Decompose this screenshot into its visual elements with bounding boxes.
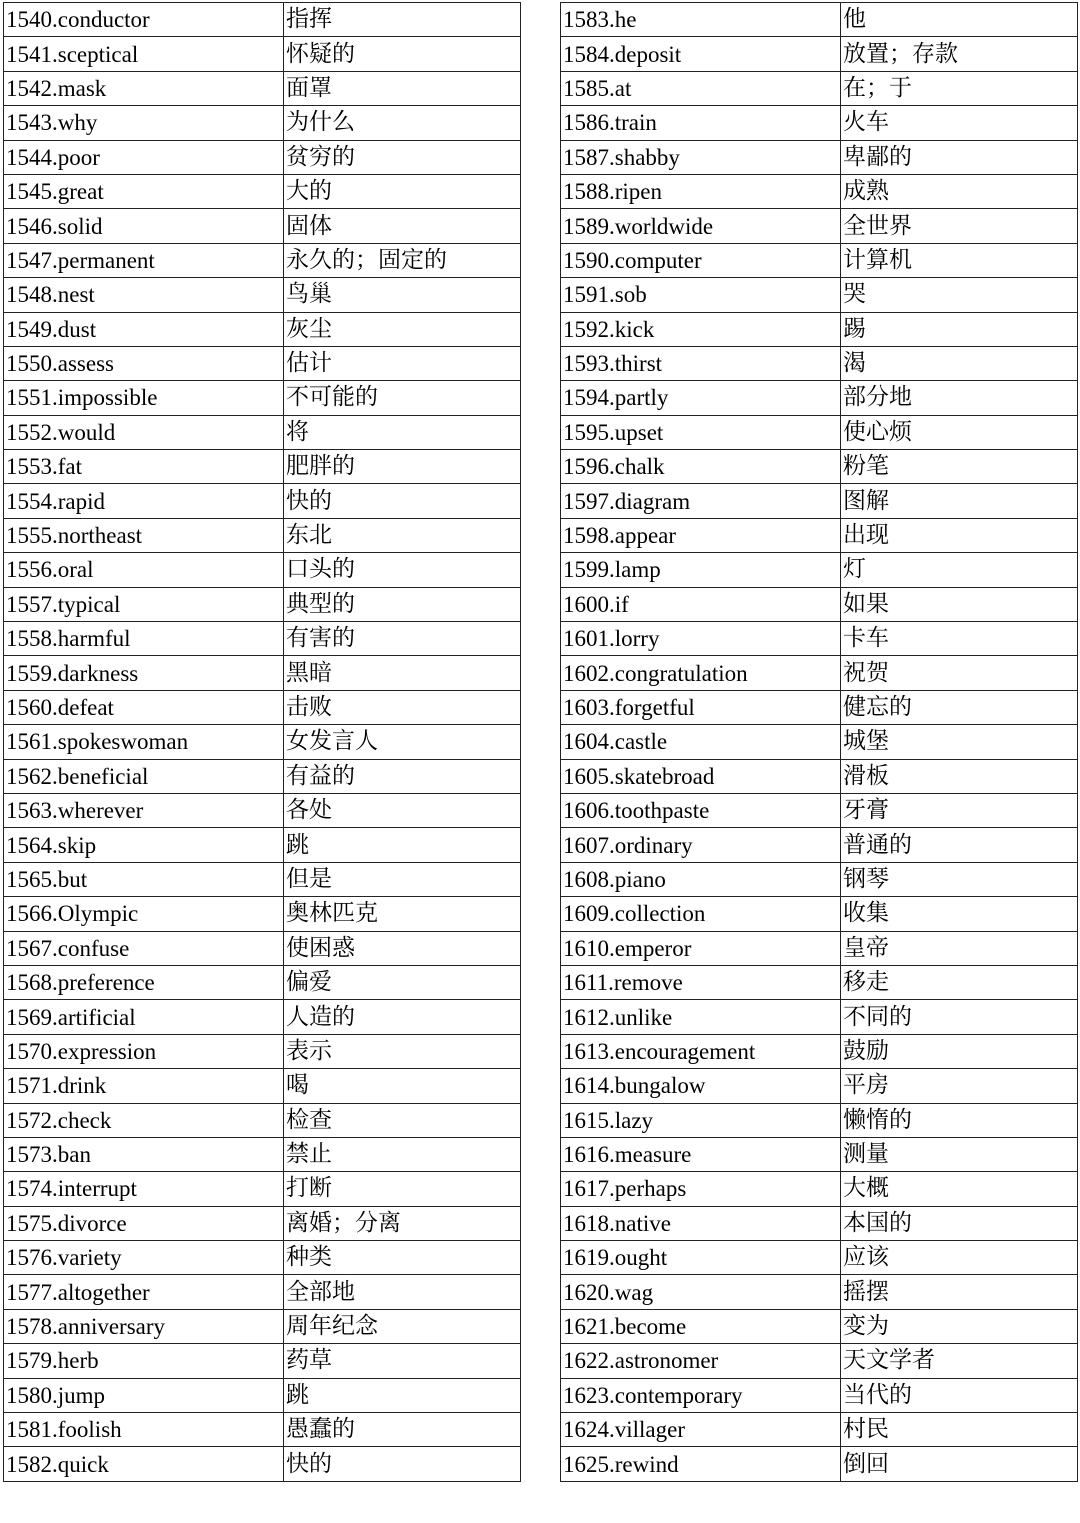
table-row [561,587,1078,621]
word-cell: 1566.Olympic [4,897,284,931]
table-row [561,656,1078,690]
word-cell: 1615.lazy [561,1103,841,1137]
meaning-cell: 火车 [841,106,1078,140]
table-row [4,278,521,312]
meaning-cell: 滑板 [841,759,1078,793]
table-row [4,931,521,965]
table-row [561,725,1078,759]
meaning-cell: 贫穷的 [284,140,521,174]
table-row [4,1447,521,1481]
word-cell: 1609.collection [561,897,841,931]
table-row [4,1241,521,1275]
meaning-cell: 奥林匹克 [284,897,521,931]
meaning-cell: 有害的 [284,622,521,656]
table-row [561,897,1078,931]
meaning-cell: 卑鄙的 [841,140,1078,174]
meaning-cell: 打断 [284,1172,521,1206]
meaning-cell: 将 [284,415,521,449]
word-cell: 1607.ordinary [561,828,841,862]
word-cell: 1541.sceptical [4,37,284,71]
table-row [561,450,1078,484]
meaning-cell: 但是 [284,862,521,896]
meaning-cell: 放置；存款 [841,37,1078,71]
meaning-cell: 快的 [284,1447,521,1481]
table-row [561,140,1078,174]
table-row [561,759,1078,793]
word-cell: 1575.divorce [4,1206,284,1240]
word-cell: 1571.drink [4,1069,284,1103]
word-cell: 1544.poor [4,140,284,174]
word-cell: 1567.confuse [4,931,284,965]
table-row [561,622,1078,656]
table-row [561,965,1078,999]
meaning-cell: 口头的 [284,553,521,587]
vocab-table-right [560,2,1078,1482]
table-row [4,140,521,174]
table-row [4,1034,521,1068]
meaning-cell: 怀疑的 [284,37,521,71]
meaning-cell: 村民 [841,1413,1078,1447]
meaning-cell: 皇帝 [841,931,1078,965]
word-cell: 1550.assess [4,346,284,380]
word-cell: 1565.but [4,862,284,896]
table-row [4,3,521,37]
meaning-cell: 牙膏 [841,793,1078,827]
word-cell: 1556.oral [4,553,284,587]
table-row [4,553,521,587]
word-cell: 1625.rewind [561,1447,841,1481]
word-cell: 1552.would [4,415,284,449]
word-cell: 1583.he [561,3,841,37]
meaning-cell: 全世界 [841,209,1078,243]
table-row [4,725,521,759]
table-row [561,1275,1078,1309]
meaning-cell: 指挥 [284,3,521,37]
table-row [4,965,521,999]
word-cell: 1592.kick [561,312,841,346]
word-cell: 1599.lamp [561,553,841,587]
word-cell: 1540.conductor [4,3,284,37]
table-row [4,37,521,71]
meaning-cell: 面罩 [284,71,521,105]
word-cell: 1601.lorry [561,622,841,656]
word-cell: 1598.appear [561,518,841,552]
table-row [4,1378,521,1412]
table-row [561,518,1078,552]
meaning-cell: 永久的；固定的 [284,243,521,277]
meaning-cell: 成熟 [841,174,1078,208]
vocab-table-right-body [561,3,1078,1482]
meaning-cell: 全部地 [284,1275,521,1309]
word-cell: 1614.bungalow [561,1069,841,1103]
meaning-cell: 祝贺 [841,656,1078,690]
word-cell: 1622.astronomer [561,1344,841,1378]
word-cell: 1562.beneficial [4,759,284,793]
table-row [561,1378,1078,1412]
word-cell: 1624.villager [561,1413,841,1447]
meaning-cell: 东北 [284,518,521,552]
meaning-cell: 击败 [284,690,521,724]
table-row [561,1034,1078,1068]
table-row [561,793,1078,827]
word-cell: 1574.interrupt [4,1172,284,1206]
meaning-cell: 部分地 [841,381,1078,415]
word-cell: 1589.worldwide [561,209,841,243]
word-cell: 1553.fat [4,450,284,484]
table-row [561,1413,1078,1447]
word-cell: 1582.quick [4,1447,284,1481]
meaning-cell: 天文学者 [841,1344,1078,1378]
word-cell: 1581.foolish [4,1413,284,1447]
meaning-cell: 离婚；分离 [284,1206,521,1240]
table-row [4,346,521,380]
word-cell: 1605.skatebroad [561,759,841,793]
meaning-cell: 灰尘 [284,312,521,346]
meaning-cell: 不同的 [841,1000,1078,1034]
table-row [4,450,521,484]
table-row [4,71,521,105]
meaning-cell: 大的 [284,174,521,208]
table-row [4,793,521,827]
vocab-table-left [3,2,521,1482]
word-cell: 1577.altogether [4,1275,284,1309]
table-row [4,1275,521,1309]
table-row [561,106,1078,140]
table-row [4,1413,521,1447]
word-cell: 1619.ought [561,1241,841,1275]
table-row [4,656,521,690]
word-cell: 1620.wag [561,1275,841,1309]
table-row [561,1103,1078,1137]
table-row [4,587,521,621]
meaning-cell: 收集 [841,897,1078,931]
word-cell: 1576.variety [4,1241,284,1275]
word-cell: 1586.train [561,106,841,140]
word-cell: 1593.thirst [561,346,841,380]
word-cell: 1551.impossible [4,381,284,415]
meaning-cell: 当代的 [841,1378,1078,1412]
meaning-cell: 鼓励 [841,1034,1078,1068]
meaning-cell: 如果 [841,587,1078,621]
word-cell: 1579.herb [4,1344,284,1378]
word-cell: 1557.typical [4,587,284,621]
table-row [4,828,521,862]
word-cell: 1595.upset [561,415,841,449]
meaning-cell: 种类 [284,1241,521,1275]
meaning-cell: 快的 [284,484,521,518]
meaning-cell: 平房 [841,1069,1078,1103]
meaning-cell: 固体 [284,209,521,243]
word-cell: 1591.sob [561,278,841,312]
table-row [561,1206,1078,1240]
word-cell: 1610.emperor [561,931,841,965]
meaning-cell: 使心烦 [841,415,1078,449]
meaning-cell: 渴 [841,346,1078,380]
table-row [4,690,521,724]
table-row [561,828,1078,862]
word-cell: 1578.anniversary [4,1309,284,1343]
meaning-cell: 各处 [284,793,521,827]
table-row [561,553,1078,587]
word-cell: 1559.darkness [4,656,284,690]
meaning-cell: 表示 [284,1034,521,1068]
word-cell: 1584.deposit [561,37,841,71]
table-row [4,1069,521,1103]
word-cell: 1616.measure [561,1137,841,1171]
meaning-cell: 灯 [841,553,1078,587]
word-cell: 1618.native [561,1206,841,1240]
word-cell: 1558.harmful [4,622,284,656]
word-cell: 1542.mask [4,71,284,105]
table-row [561,1069,1078,1103]
word-cell: 1546.solid [4,209,284,243]
table-row [4,1309,521,1343]
meaning-cell: 禁止 [284,1137,521,1171]
meaning-cell: 鸟巢 [284,278,521,312]
word-cell: 1572.check [4,1103,284,1137]
word-cell: 1587.shabby [561,140,841,174]
meaning-cell: 偏爱 [284,965,521,999]
meaning-cell: 估计 [284,346,521,380]
word-cell: 1568.preference [4,965,284,999]
meaning-cell: 肥胖的 [284,450,521,484]
meaning-cell: 愚蠢的 [284,1413,521,1447]
meaning-cell: 喝 [284,1069,521,1103]
table-row [561,862,1078,896]
word-cell: 1585.at [561,71,841,105]
meaning-cell: 踢 [841,312,1078,346]
word-cell: 1604.castle [561,725,841,759]
table-row [561,278,1078,312]
meaning-cell: 计算机 [841,243,1078,277]
table-row [4,209,521,243]
vocab-table-left-body [4,3,521,1482]
meaning-cell: 出现 [841,518,1078,552]
table-row [561,243,1078,277]
word-cell: 1569.artificial [4,1000,284,1034]
meaning-cell: 测量 [841,1137,1078,1171]
table-row [561,1000,1078,1034]
table-row [561,1241,1078,1275]
table-row [561,484,1078,518]
table-row [561,209,1078,243]
word-cell: 1608.piano [561,862,841,896]
table-row [561,1172,1078,1206]
table-row [4,1103,521,1137]
table-row [561,312,1078,346]
word-cell: 1612.unlike [561,1000,841,1034]
table-row [561,415,1078,449]
word-cell: 1570.expression [4,1034,284,1068]
table-row [4,1172,521,1206]
word-cell: 1561.spokeswoman [4,725,284,759]
table-row [4,759,521,793]
meaning-cell: 不可能的 [284,381,521,415]
word-cell: 1621.become [561,1309,841,1343]
word-cell: 1597.diagram [561,484,841,518]
word-cell: 1563.wherever [4,793,284,827]
meaning-cell: 黑暗 [284,656,521,690]
word-cell: 1548.nest [4,278,284,312]
word-cell: 1623.contemporary [561,1378,841,1412]
table-row [4,1000,521,1034]
table-row [561,381,1078,415]
meaning-cell: 检查 [284,1103,521,1137]
meaning-cell: 哭 [841,278,1078,312]
meaning-cell: 跳 [284,1378,521,1412]
meaning-cell: 变为 [841,1309,1078,1343]
meaning-cell: 本国的 [841,1206,1078,1240]
table-row [4,312,521,346]
meaning-cell: 人造的 [284,1000,521,1034]
meaning-cell: 粉笔 [841,450,1078,484]
vocabulary-sheet [3,2,1080,1523]
word-cell: 1594.partly [561,381,841,415]
table-row [4,518,521,552]
word-cell: 1606.toothpaste [561,793,841,827]
meaning-cell: 普通的 [841,828,1078,862]
table-row [561,71,1078,105]
table-row [4,484,521,518]
meaning-cell: 倒回 [841,1447,1078,1481]
word-cell: 1600.if [561,587,841,621]
meaning-cell: 卡车 [841,622,1078,656]
meaning-cell: 药草 [284,1344,521,1378]
table-row [4,862,521,896]
table-row [4,106,521,140]
meaning-cell: 图解 [841,484,1078,518]
word-cell: 1603.forgetful [561,690,841,724]
table-row [4,174,521,208]
meaning-cell: 大概 [841,1172,1078,1206]
meaning-cell: 钢琴 [841,862,1078,896]
table-row [561,931,1078,965]
word-cell: 1547.permanent [4,243,284,277]
word-cell: 1560.defeat [4,690,284,724]
meaning-cell: 懒惰的 [841,1103,1078,1137]
meaning-cell: 城堡 [841,725,1078,759]
table-row [4,381,521,415]
table-row [4,1137,521,1171]
meaning-cell: 使困惑 [284,931,521,965]
table-row [561,690,1078,724]
word-cell: 1596.chalk [561,450,841,484]
meaning-cell: 应该 [841,1241,1078,1275]
meaning-cell: 有益的 [284,759,521,793]
word-cell: 1590.computer [561,243,841,277]
meaning-cell: 典型的 [284,587,521,621]
meaning-cell: 摇摆 [841,1275,1078,1309]
table-row [561,346,1078,380]
meaning-cell: 移走 [841,965,1078,999]
word-cell: 1555.northeast [4,518,284,552]
meaning-cell: 他 [841,3,1078,37]
table-row [4,622,521,656]
word-cell: 1611.remove [561,965,841,999]
table-row [561,174,1078,208]
table-row [561,1309,1078,1343]
meaning-cell: 周年纪念 [284,1309,521,1343]
word-cell: 1564.skip [4,828,284,862]
word-cell: 1549.dust [4,312,284,346]
word-cell: 1573.ban [4,1137,284,1171]
meaning-cell: 女发言人 [284,725,521,759]
table-row [4,1206,521,1240]
word-cell: 1543.why [4,106,284,140]
word-cell: 1617.perhaps [561,1172,841,1206]
table-row [561,1447,1078,1481]
table-row [4,1344,521,1378]
table-row [561,1137,1078,1171]
word-cell: 1602.congratulation [561,656,841,690]
meaning-cell: 为什么 [284,106,521,140]
table-row [561,3,1078,37]
word-cell: 1545.great [4,174,284,208]
table-row [561,1344,1078,1378]
word-cell: 1613.encouragement [561,1034,841,1068]
table-row [4,243,521,277]
meaning-cell: 在；于 [841,71,1078,105]
table-row [4,897,521,931]
word-cell: 1580.jump [4,1378,284,1412]
word-cell: 1588.ripen [561,174,841,208]
word-cell: 1554.rapid [4,484,284,518]
meaning-cell: 健忘的 [841,690,1078,724]
meaning-cell: 跳 [284,828,521,862]
table-row [4,415,521,449]
table-row [561,37,1078,71]
